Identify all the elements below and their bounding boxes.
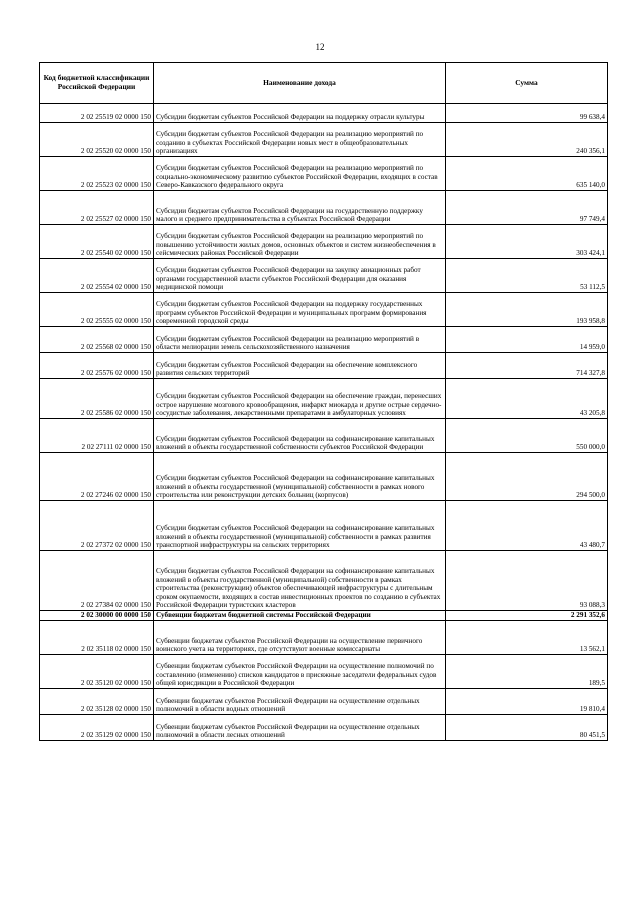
row-code: 2 02 35128 02 0000 150 xyxy=(40,689,154,715)
row-name: Субсидии бюджетам субъектов Российской Федерации на государственную поддержку малого и среднего предпринимательства в субъектах Российской Федерации xyxy=(154,191,446,225)
table-row xyxy=(40,379,608,419)
table-row xyxy=(40,157,608,191)
row-code: 2 02 35118 02 0000 150 xyxy=(40,621,154,655)
table-row xyxy=(40,621,608,655)
row-name: Субсидии бюджетам субъектов Российской Федерации на реализацию мероприятий по социально-экономическому развитию субъектов Российской Федерации, входящих в состав Северо-Кавказского федерального округа xyxy=(154,157,446,191)
row-code: 2 02 25555 02 0000 150 xyxy=(40,293,154,327)
row-sum: 43 205,8 xyxy=(446,379,608,419)
row-sum: 80 451,5 xyxy=(446,715,608,741)
row-code: 2 02 27372 02 0000 150 xyxy=(40,501,154,551)
row-name: Субсидии бюджетам субъектов Российской Федерации на поддержку отрасли культуры xyxy=(154,104,446,123)
table-row xyxy=(40,689,608,715)
row-sum: 635 140,0 xyxy=(446,157,608,191)
row-name: Субвенции бюджетам субъектов Российской Федерации на осуществление полномочий по составлению (изменению) списков кандидатов в присяжные заседатели федеральных судов общей юрисдикции в Российской Федерации xyxy=(154,655,446,689)
row-name: Субвенции бюджетам субъектов Российской Федерации на осуществление отдельных полномочий в области водных отношений xyxy=(154,689,446,715)
row-code: 2 02 35129 02 0000 150 xyxy=(40,715,154,741)
row-sum: 550 000,0 xyxy=(446,419,608,453)
row-sum: 19 810,4 xyxy=(446,689,608,715)
table-row xyxy=(40,611,608,621)
row-sum: 97 749,4 xyxy=(446,191,608,225)
row-code: 2 02 25523 02 0000 150 xyxy=(40,157,154,191)
row-sum: 13 562,1 xyxy=(446,621,608,655)
row-name: Субвенции бюджетам субъектов Российской Федерации на осуществление первичного воинского учета на территориях, где отсутствуют военные комиссариаты xyxy=(154,621,446,655)
row-sum: 53 112,5 xyxy=(446,259,608,293)
table-row xyxy=(40,225,608,259)
row-sum: 193 958,8 xyxy=(446,293,608,327)
row-sum: 189,5 xyxy=(446,655,608,689)
row-sum: 714 327,8 xyxy=(446,353,608,379)
row-code: 2 02 25554 02 0000 150 xyxy=(40,259,154,293)
row-name: Субвенции бюджетам субъектов Российской Федерации на осуществление отдельных полномочий в области лесных отношений xyxy=(154,715,446,741)
row-code: 2 02 25576 02 0000 150 xyxy=(40,353,154,379)
row-name: Субсидии бюджетам субъектов Российской Федерации на закупку авиационных работ органами государственной власти субъектов Российской Федерации для оказания медицинской помощи xyxy=(154,259,446,293)
row-name: Субсидии бюджетам субъектов Российской Федерации на обеспечение граждан, перенесших острое нарушение мозгового кровообращения, инфаркт миокарда и другие острые сердечно-сосудистые заболевания, лекарственными препаратами в амбулаторных условиях xyxy=(154,379,446,419)
row-code: 2 02 25586 02 0000 150 xyxy=(40,379,154,419)
row-sum: 93 088,3 xyxy=(446,551,608,611)
row-name: Субсидии бюджетам субъектов Российской Федерации на поддержку государственных программ субъектов Российской Федерации и муниципальных программ формирования современной городской среды xyxy=(154,293,446,327)
row-name: Субсидии бюджетам субъектов Российской Федерации на софинансирование капитальных вложений в объекты государственной (муниципальной) собственности в рамках развития транспортной инфраструктуры на сельских территориях xyxy=(154,501,446,551)
row-code: 2 02 30000 00 0000 150 xyxy=(40,611,154,621)
row-name: Субсидии бюджетам субъектов Российской Федерации на реализацию мероприятий по повышению устойчивости жилых домов, основных объектов и систем жизнеобеспечения в сейсмических районах Российской Федерации xyxy=(154,225,446,259)
table-row xyxy=(40,419,608,453)
table-row xyxy=(40,353,608,379)
table-row xyxy=(40,551,608,611)
table-row xyxy=(40,453,608,501)
table-row xyxy=(40,123,608,157)
header-name: Наименование дохода xyxy=(154,63,446,104)
row-sum: 99 638,4 xyxy=(446,104,608,123)
table-row xyxy=(40,655,608,689)
header-sum: Сумма xyxy=(446,63,608,104)
row-name: Субсидии бюджетам субъектов Российской Федерации на софинансирование капитальных вложений в объекты государственной собственности субъектов Российской Федерации xyxy=(154,419,446,453)
page-number: 12 xyxy=(315,42,325,52)
row-name: Субвенции бюджетам бюджетной системы Российской Федерации xyxy=(154,611,446,621)
table-row xyxy=(40,104,608,123)
row-sum: 2 291 352,6 xyxy=(446,611,608,621)
table-row xyxy=(40,191,608,225)
table-row xyxy=(40,715,608,741)
row-sum: 43 480,7 xyxy=(446,501,608,551)
row-sum: 294 500,0 xyxy=(446,453,608,501)
row-code: 2 02 25527 02 0000 150 xyxy=(40,191,154,225)
table-header-row xyxy=(40,63,608,104)
row-sum: 240 356,1 xyxy=(446,123,608,157)
row-code: 2 02 27111 02 0000 150 xyxy=(40,419,154,453)
table-row xyxy=(40,293,608,327)
row-name: Субсидии бюджетам субъектов Российской Федерации на софинансирование капитальных вложений в объекты государственной (муниципальной) собственности в рамках нового строительства или реконструкции детских больниц (корпусов) xyxy=(154,453,446,501)
row-code: 2 02 27384 02 0000 150 xyxy=(40,551,154,611)
table-body xyxy=(40,104,608,741)
budget-income-table xyxy=(39,62,608,741)
row-name: Субсидии бюджетам субъектов Российской Федерации на реализацию мероприятий по созданию в субъектах Российской Федерации новых мест в общеобразовательных организациях xyxy=(154,123,446,157)
row-code: 2 02 25568 02 0000 150 xyxy=(40,327,154,353)
table-row xyxy=(40,327,608,353)
row-name: Субсидии бюджетам субъектов Российской Федерации на софинансирование капитальных вложений в объекты государственной (муниципальной) собственности в рамках строительства (реконструкции) объектов обеспечивающей инфраструктуры с длительным сроком окупаемости, входящих в состав инвестиционных проектов по созданию в субъектах Российской Федерации туристских кластеров xyxy=(154,551,446,611)
row-name: Субсидии бюджетам субъектов Российской Федерации на реализацию мероприятий в области мелиорации земель сельскохозяйственного назначения xyxy=(154,327,446,353)
row-name: Субсидии бюджетам субъектов Российской Федерации на обеспечение комплексного развития сельских территорий xyxy=(154,353,446,379)
header-code: Код бюджетной классификации Российской Федерации xyxy=(40,63,154,104)
row-sum: 303 424,1 xyxy=(446,225,608,259)
row-sum: 14 959,0 xyxy=(446,327,608,353)
row-code: 2 02 25519 02 0000 150 xyxy=(40,104,154,123)
row-code: 2 02 25540 02 0000 150 xyxy=(40,225,154,259)
row-code: 2 02 35120 02 0000 150 xyxy=(40,655,154,689)
row-code: 2 02 25520 02 0000 150 xyxy=(40,123,154,157)
table-row xyxy=(40,259,608,293)
row-code: 2 02 27246 02 0000 150 xyxy=(40,453,154,501)
table-row xyxy=(40,501,608,551)
